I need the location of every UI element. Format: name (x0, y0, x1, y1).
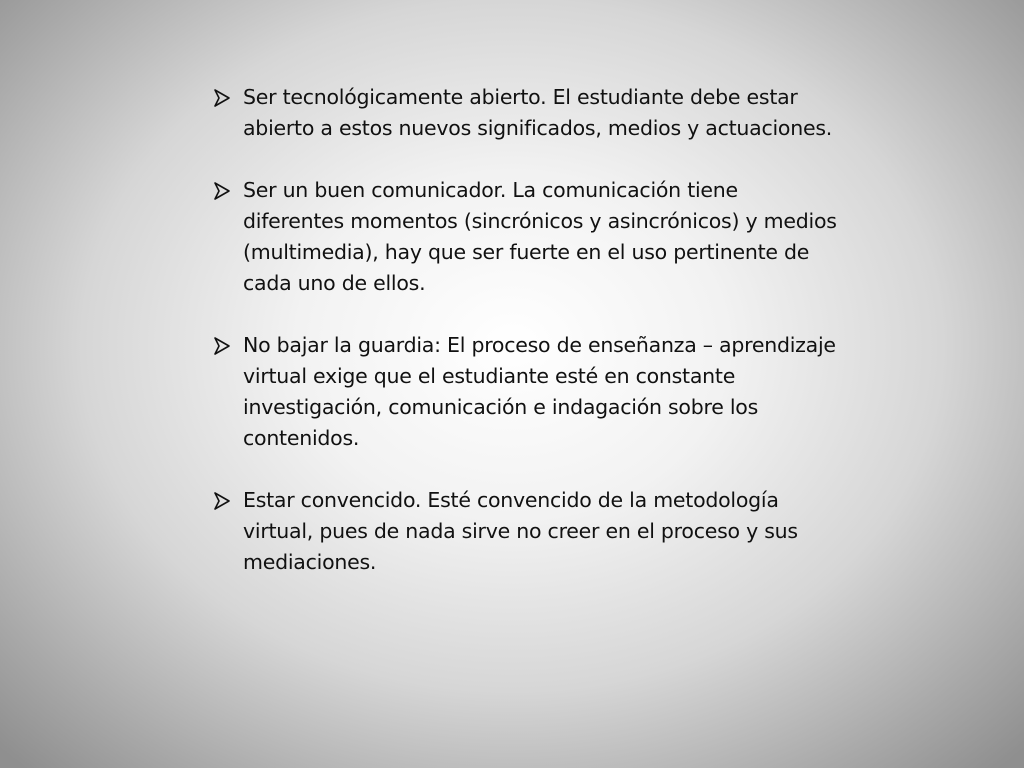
bullet-text: No bajar la guardia: El proceso de enseñanza – aprendizaje virtual exige que el estudiante esté en constante investigación, comunicación e indagación sobre los contenidos. (243, 333, 836, 450)
arrow-bullet-icon (212, 88, 232, 108)
bullet-item-technologically-open (212, 82, 872, 144)
arrow-bullet-icon (212, 336, 232, 356)
bullet-item-be-convinced (212, 485, 872, 578)
bullet-text: Ser tecnológicamente abierto. El estudiante debe estar abierto a estos nuevos significados, medios y actuaciones. (243, 85, 833, 140)
bullet-item-good-communicator (212, 175, 872, 299)
arrow-bullet-icon (212, 491, 232, 511)
bullet-text: Estar convencido. Esté convencido de la metodología virtual, pues de nada sirve no creer en el proceso y sus mediaciones. (243, 488, 798, 574)
bullet-list (212, 82, 872, 578)
arrow-bullet-icon (212, 181, 232, 201)
bullet-text: Ser un buen comunicador. La comunicación tiene diferentes momentos (sincrónicos y asincrónicos) y medios (multimedia), hay que ser fuerte en el uso pertinente de cada uno de ellos. (243, 178, 837, 295)
bullet-item-stay-alert (212, 330, 872, 454)
